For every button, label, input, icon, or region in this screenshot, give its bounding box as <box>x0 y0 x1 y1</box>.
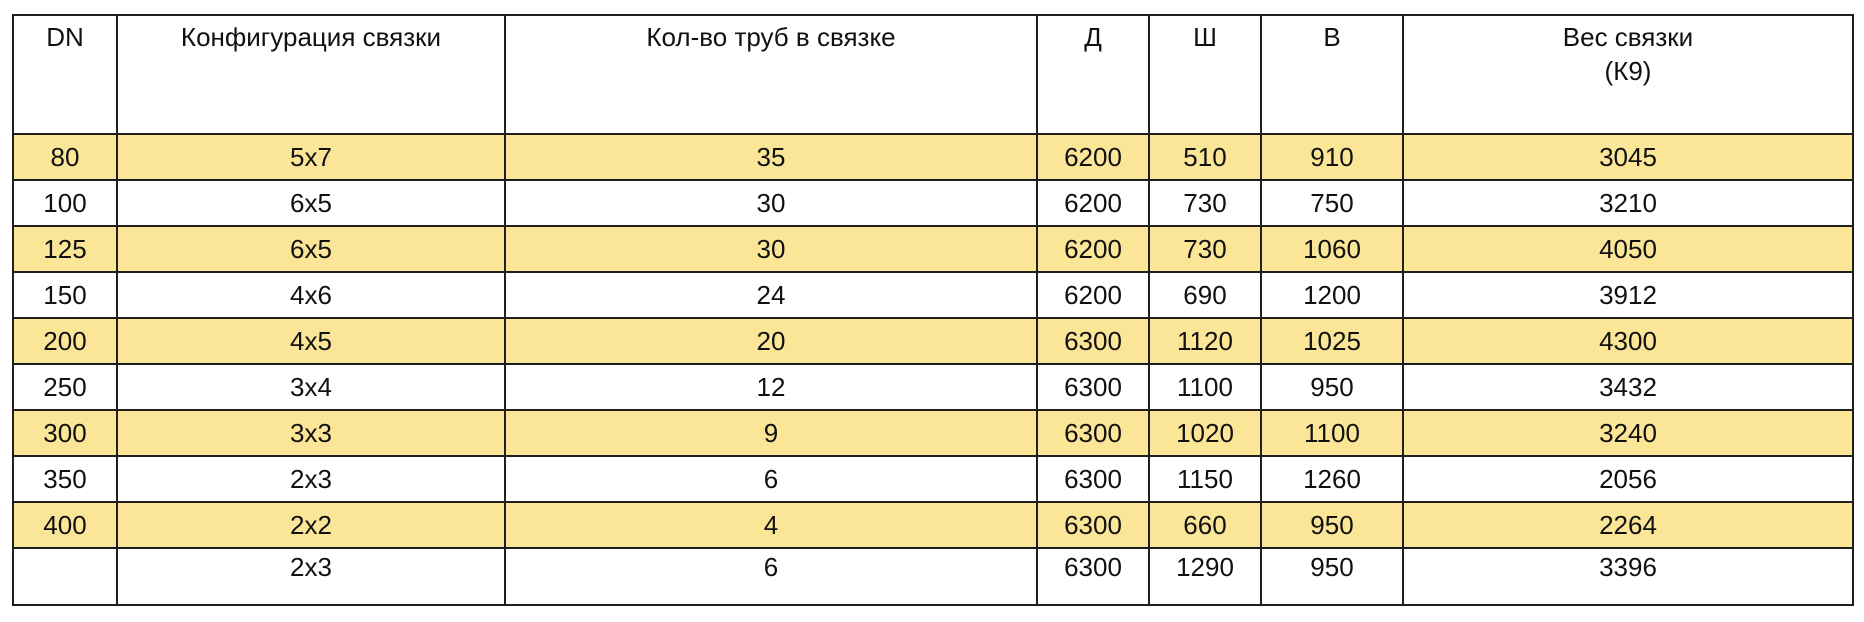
cell-height: 950 <box>1261 364 1403 410</box>
cell-height: 950 <box>1261 548 1403 605</box>
header-height <box>1261 15 1403 134</box>
cell-configuration: 2х3 <box>117 548 505 605</box>
table-row <box>13 134 1853 180</box>
cell-dn: 250 <box>13 364 117 410</box>
cell-dn <box>13 548 117 605</box>
table-row <box>13 548 1853 605</box>
cell-configuration: 6х5 <box>117 180 505 226</box>
cell-weight: 3912 <box>1403 272 1853 318</box>
cell-pipe-count: 30 <box>505 180 1037 226</box>
table-row <box>13 502 1853 548</box>
cell-configuration: 3х3 <box>117 410 505 456</box>
cell-weight: 2264 <box>1403 502 1853 548</box>
cell-length: 6300 <box>1037 364 1149 410</box>
header-weight-subtext: (К9) <box>1604 56 1652 86</box>
cell-length: 6300 <box>1037 318 1149 364</box>
header-weight <box>1403 15 1853 134</box>
header-weight-text: Вес связки <box>1562 22 1694 52</box>
table-row <box>13 318 1853 364</box>
table-body <box>13 134 1853 605</box>
header-configuration-text: Конфигурация связки <box>180 22 442 52</box>
cell-pipe-count: 24 <box>505 272 1037 318</box>
cell-configuration: 4х5 <box>117 318 505 364</box>
cell-pipe-count: 6 <box>505 548 1037 605</box>
cell-dn: 125 <box>13 226 117 272</box>
cell-pipe-count: 30 <box>505 226 1037 272</box>
cell-length: 6300 <box>1037 502 1149 548</box>
cell-dn: 300 <box>13 410 117 456</box>
header-dn <box>13 15 117 134</box>
cell-configuration: 6х5 <box>117 226 505 272</box>
cell-configuration: 4х6 <box>117 272 505 318</box>
header-height-text: В <box>1323 22 1341 52</box>
cell-width: 510 <box>1149 134 1261 180</box>
cell-configuration: 5х7 <box>117 134 505 180</box>
header-dn-text: DN <box>46 22 84 52</box>
cell-dn: 80 <box>13 134 117 180</box>
table-row <box>13 410 1853 456</box>
cell-pipe-count: 12 <box>505 364 1037 410</box>
cell-width: 690 <box>1149 272 1261 318</box>
cell-width: 1020 <box>1149 410 1261 456</box>
cell-width: 1120 <box>1149 318 1261 364</box>
cell-dn: 350 <box>13 456 117 502</box>
cell-pipe-count: 35 <box>505 134 1037 180</box>
header-width <box>1149 15 1261 134</box>
cell-height: 950 <box>1261 502 1403 548</box>
cell-width: 730 <box>1149 180 1261 226</box>
cell-height: 1060 <box>1261 226 1403 272</box>
cell-length: 6300 <box>1037 410 1149 456</box>
table-row <box>13 180 1853 226</box>
cell-pipe-count: 4 <box>505 502 1037 548</box>
cell-length: 6300 <box>1037 456 1149 502</box>
cell-weight: 4300 <box>1403 318 1853 364</box>
cell-weight: 3240 <box>1403 410 1853 456</box>
header-configuration <box>117 15 505 134</box>
cell-pipe-count: 6 <box>505 456 1037 502</box>
cell-length: 6200 <box>1037 134 1149 180</box>
cell-weight: 3396 <box>1403 548 1853 605</box>
cell-width: 1100 <box>1149 364 1261 410</box>
header-length <box>1037 15 1149 134</box>
bundle-table <box>12 14 1854 606</box>
cell-height: 910 <box>1261 134 1403 180</box>
table-row <box>13 456 1853 502</box>
table-row <box>13 364 1853 410</box>
header-row <box>13 15 1853 134</box>
cell-configuration: 3х4 <box>117 364 505 410</box>
header-pipe-count <box>505 15 1037 134</box>
cell-height: 750 <box>1261 180 1403 226</box>
header-width-text: Ш <box>1193 22 1217 52</box>
cell-height: 1200 <box>1261 272 1403 318</box>
cell-width: 1290 <box>1149 548 1261 605</box>
cell-configuration: 2х2 <box>117 502 505 548</box>
cell-weight: 3210 <box>1403 180 1853 226</box>
table-row <box>13 272 1853 318</box>
cell-height: 1260 <box>1261 456 1403 502</box>
cell-configuration: 2х3 <box>117 456 505 502</box>
cell-width: 1150 <box>1149 456 1261 502</box>
cell-width: 730 <box>1149 226 1261 272</box>
header-length-text: Д <box>1084 22 1102 52</box>
cell-weight: 3045 <box>1403 134 1853 180</box>
cell-dn: 400 <box>13 502 117 548</box>
cell-length: 6300 <box>1037 548 1149 605</box>
cell-pipe-count: 20 <box>505 318 1037 364</box>
cell-length: 6200 <box>1037 272 1149 318</box>
cell-dn: 150 <box>13 272 117 318</box>
cell-weight: 3432 <box>1403 364 1853 410</box>
cell-height: 1100 <box>1261 410 1403 456</box>
cell-dn: 100 <box>13 180 117 226</box>
cell-length: 6200 <box>1037 180 1149 226</box>
cell-weight: 4050 <box>1403 226 1853 272</box>
cell-weight: 2056 <box>1403 456 1853 502</box>
cell-height: 1025 <box>1261 318 1403 364</box>
cell-width: 660 <box>1149 502 1261 548</box>
header-pipe-count-text: Кол-во труб в связке <box>646 22 896 52</box>
cell-length: 6200 <box>1037 226 1149 272</box>
cell-dn: 200 <box>13 318 117 364</box>
cell-pipe-count: 9 <box>505 410 1037 456</box>
table-row <box>13 226 1853 272</box>
